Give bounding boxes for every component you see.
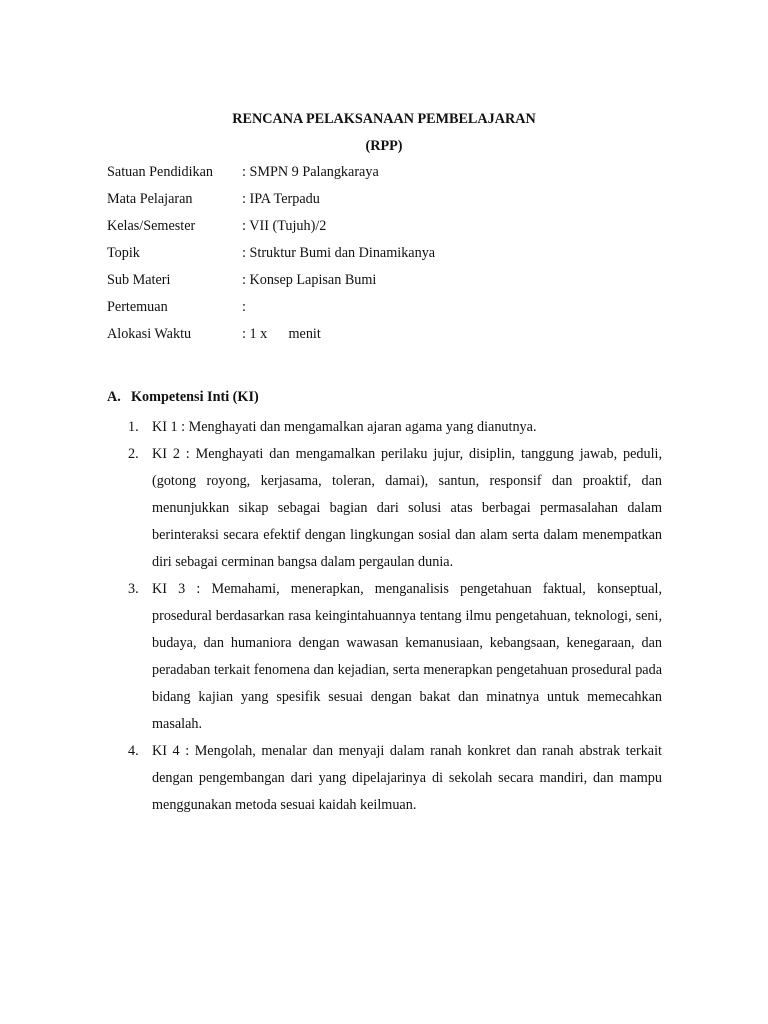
info-row-topik	[107, 244, 667, 271]
document-subtitle: (RPP)	[365, 138, 403, 154]
section-kompetensi-inti	[107, 388, 662, 819]
ki-item-1	[107, 414, 662, 441]
section-letter: A.	[107, 389, 121, 405]
section-heading	[107, 388, 662, 414]
section-title: Kompetensi Inti (KI)	[131, 389, 259, 405]
info-value: : IPA Terpadu	[242, 191, 320, 207]
list-number: 3.	[128, 581, 139, 597]
ki-item-4	[107, 738, 662, 819]
info-row-mata-pelajaran	[107, 190, 667, 217]
document-title: RENCANA PELAKSANAAN PEMBELAJARAN	[232, 111, 536, 127]
ki-text: KI 1 : Menghayati dan mengamalkan ajaran agama yang dianutnya.	[152, 419, 537, 435]
ki-text: KI 4 : Mengolah, menalar dan menyaji dalam ranah konkret dan ranah abstrak terkait dengan pengembangan dari yang dipelajarinya di sekolah secara mandiri, dan mampu menggunakan metoda sesuai kaidah keilmuan.	[152, 743, 662, 813]
info-label: Mata Pelajaran	[107, 191, 193, 207]
info-label: Kelas/Semester	[107, 218, 196, 234]
info-row-alokasi-waktu	[107, 325, 667, 352]
info-value: : VII (Tujuh)/2	[242, 218, 327, 234]
info-label: Satuan Pendidikan	[107, 164, 213, 180]
list-number: 2.	[128, 446, 139, 462]
info-row-sub-materi	[107, 271, 667, 298]
info-label: Pertemuan	[107, 299, 168, 315]
info-value: : SMPN 9 Palangkaraya	[242, 164, 379, 180]
ki-text: KI 2 : Menghayati dan mengamalkan perilaku jujur, disiplin, tanggung jawab, peduli, (gotong royong, kerjasama, toleran, damai), santun, responsif dan proaktif, dan menunjukkan sikap sebagai bagian dari solusi atas berbagai permasalahan dalam berinteraksi secara efektif dengan lingkungan sosial dan alam serta dalam menempatkan diri sebagai cerminan bangsa dalam pergaulan dunia.	[152, 446, 662, 570]
list-number: 1.	[128, 419, 139, 435]
info-row-satuan-pendidikan	[107, 163, 667, 190]
info-value: : Konsep Lapisan Bumi	[242, 272, 377, 288]
info-value: :	[242, 299, 246, 315]
ki-item-2	[107, 441, 662, 576]
info-value: : Struktur Bumi dan Dinamikanya	[242, 245, 436, 261]
list-number: 4.	[128, 743, 139, 759]
info-label: Alokasi Waktu	[107, 326, 192, 342]
info-row-kelas-semester	[107, 217, 667, 244]
identity-table	[107, 163, 667, 352]
ki-item-3	[107, 576, 662, 738]
ki-text: KI 3 : Memahami, menerapkan, menganalisis pengetahuan faktual, konseptual, prosedural berdasarkan rasa keingintahuannya tentang ilmu pengetahuan, teknologi, seni, budaya, dan humaniora dengan wawasan kemanusiaan, kebangsaan, kenegaraan, dan peradaban terkait fenomena dan kejadian, serta menerapkan pengetahuan prosedural pada bidang kajian yang spesifik sesuai dengan bakat dan minatnya untuk memecahkan masalah.	[152, 581, 662, 732]
info-label: Sub Materi	[107, 272, 171, 288]
ki-list	[107, 414, 662, 819]
info-value: : 1 x menit	[242, 326, 321, 342]
info-row-pertemuan	[107, 298, 667, 325]
info-label: Topik	[107, 245, 140, 261]
